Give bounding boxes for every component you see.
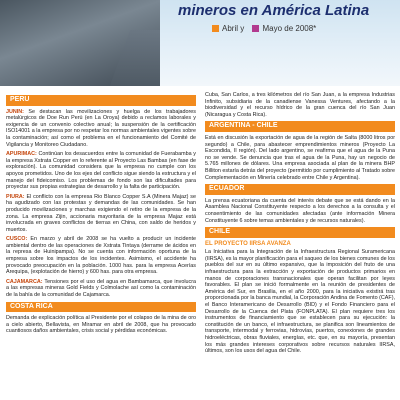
paragraph-costa-rica: Demanda de explicación política al Presidente por el colapso de la mina de oro a cielo abierto, Bellavista, en Miramar en abril de 2008, que ha provocado cuantiosos daños ambientales, crisis social y pérdidas económicas. [6, 315, 196, 335]
paragraph-apurimac [6, 151, 196, 191]
section-heading-ecuador: ECUADOR [205, 184, 395, 195]
text-junin: Se destacan las movilizaciones y huelga de los trabajadores metalúrgicos de Doe Run Perú (en La Oroya) debido a reclamos laborales y exigencia de un convenio colectivo anual; la suspensión de la certificación ISO14001 a la empresa por no respetar los normas ambientales vigentes sobre la contaminación; así como el problema en el funcionamiento del Comité de Vigilancia y Monitoreo Ciudadano. [6, 108, 197, 148]
section-heading-costa-rica: COSTA RICA [6, 302, 196, 313]
orange-square-icon [212, 25, 219, 32]
paragraph-ecuador: La prensa ecuatoriana da cuenta del interés debate que se está dando en la Asamblea Nacional Constituyente respecto a los derechos a la consulta y el consentimiento de las comunidades afectadas (ante información Minera Constituyente 6 sobre temas ambientales y de recursos naturales). [205, 197, 395, 224]
section-heading-argentina-chile: ARGENTINA - CHILE [205, 121, 395, 132]
label-cajamarca: CAJAMARCA: [6, 278, 43, 285]
date-label-2: Mayo de 2008* [262, 24, 317, 33]
purple-square-icon [252, 25, 259, 32]
subheading-iirsa: EL PROYECTO IIRSA AVANZA [205, 240, 291, 247]
section-heading-peru: PERU [6, 95, 196, 106]
text-apurimac: Continúan los desacuerdos entre la comunidad de Fuerabamba y la empresa Xstrata Copper en lo referente al Proyecto Las Bambas (en fase de exploración). La comunidad considera que la empresa no cumple con los apoyos prometidos. Uno de los ejes del conflicto sigue siendo la estructura y el manejo del fideicomiso. Los problemas de fondo son las dificultades para proyectar sus propias estrategias de desarrollo y la falta de participación. [6, 151, 196, 191]
paragraph-cajamarca [6, 279, 196, 299]
label-piura: PIURA: [6, 193, 25, 200]
paragraph-costa-rica-cont: Cuba, San Carlos, a tres kilómetros del río San Juan, a la empresa Industrias Infinito, subsidiaria de la canadiense Vanessa Ventures, afectando a la biodiversidad y el recurso hídrico de la gran cuenca del río San Juan (Nicaragua y Costa Rica). [205, 92, 395, 118]
paragraph-argentina-chile: Está en discusión la exportación de agua de la región de Salta (8000 litros por segundo) a Chile, para abastecer emprendimientos mineros (Proyecto La Escondida, II región). Del lado argentino, se reafirma que el agua de la Puna no se vende. Se denuncia que tras el agua de la Puna, hay un negocio de 5.765 millones de dólares. Una empresa asociada al plan de la minera BHP Billiton estaría detrás del proyecto (permitido por cumplimiento al Tratado sobre Complementación en Minería celebrado entre Chile y Argentina). [205, 134, 395, 181]
text-cusco: En marzo y abril de 2008 se ha vuelto a producir un incidente ambiental dentro de las operaciones de Xstrata Tintaya (derrame de ácidos en la represa de Huinipampa). No se cuenta con información oportuna de la empresa sobre los impactos de los incidentes. Asimismo, el accidente ha provocado preocupación en la población. 1000 has. para la empresa Acerías Arequipa, (explotación de hierro) y 600 has. para otra empresa. [6, 236, 196, 276]
section-heading-chile: CHILE [205, 227, 395, 238]
paragraph-junin [6, 109, 196, 149]
left-column [6, 92, 196, 338]
right-column [205, 92, 395, 358]
date-legend [212, 24, 316, 33]
paragraph-cusco [6, 236, 196, 276]
paragraph-piura [6, 194, 196, 234]
paragraph-iirsa: La Iniciativa para la Integración de la Infraestructura Regional Suramericana (IIRSA), es la mayor planificación para el saqueo de los bienes comunes de los pueblos del sur en su último expansivo, que la imposición del fruto de una infraestructura para la extracción y exportación de productos primarios en manos de corporaciones transnacionales que operan facilitan por leyes favorables. El plan se inició formalmente en la reunión de presidentes de América del Sur, en Brasilia, en el año 2000, para la iniciativa existirá tras proporcionada por la banca mundial, la Corporación Andina de Fomento (CAF), el Banco Interamericano de Desarrollo (BID) y el Fondo Financiero para el Desarrollo de la Cuenca del Plata (FONPLATA). El plan requiere tres los instrumentos de financiamiento que se establecen para su ejecución: la constitución de un banco, el infraestructura, se planifica son lineamientos de transporte, intermodal y ferrovias, hidrovías, puertos, conexiones de grandes hidroeléctricas, obras fluviales, energías, etc. que, en su mayoría, presentan los más grandes intereses corporativos sobre recursos naturales IIRSA, últimos, son los usos del agua del Chile. [205, 249, 395, 355]
label-apurimac: APURIMAC: [6, 151, 37, 158]
label-cusco: CUSCO: [6, 236, 28, 243]
page-title: mineros en América Latina [178, 2, 370, 19]
text-piura: El conflicto con la empresa Rio Blanco Copper S.A (Minera Majaz) se ha agudizado con las protestas y demandas de las comunidades. Se han producido movilizaciones y marchas exigiendo el retiro de la empresa de la zona. La empresa Zijin, accionaria mayoritaria de la empresa Majaz está involucrada en graves conflictos de tierras en China, con saldo de heridos y muertos. [6, 193, 197, 233]
header-banner [0, 0, 400, 86]
date-label-1: Abril y [222, 24, 245, 33]
label-junin: JUNIN: [6, 108, 24, 115]
text-cajamarca: Tensiones por el uso del agua en Bambamarca, que involucra a las empresas mineras Gold Fields y Colmolache así como la contaminación de la bahía de la comunidad de Cajamarca. [6, 278, 197, 299]
